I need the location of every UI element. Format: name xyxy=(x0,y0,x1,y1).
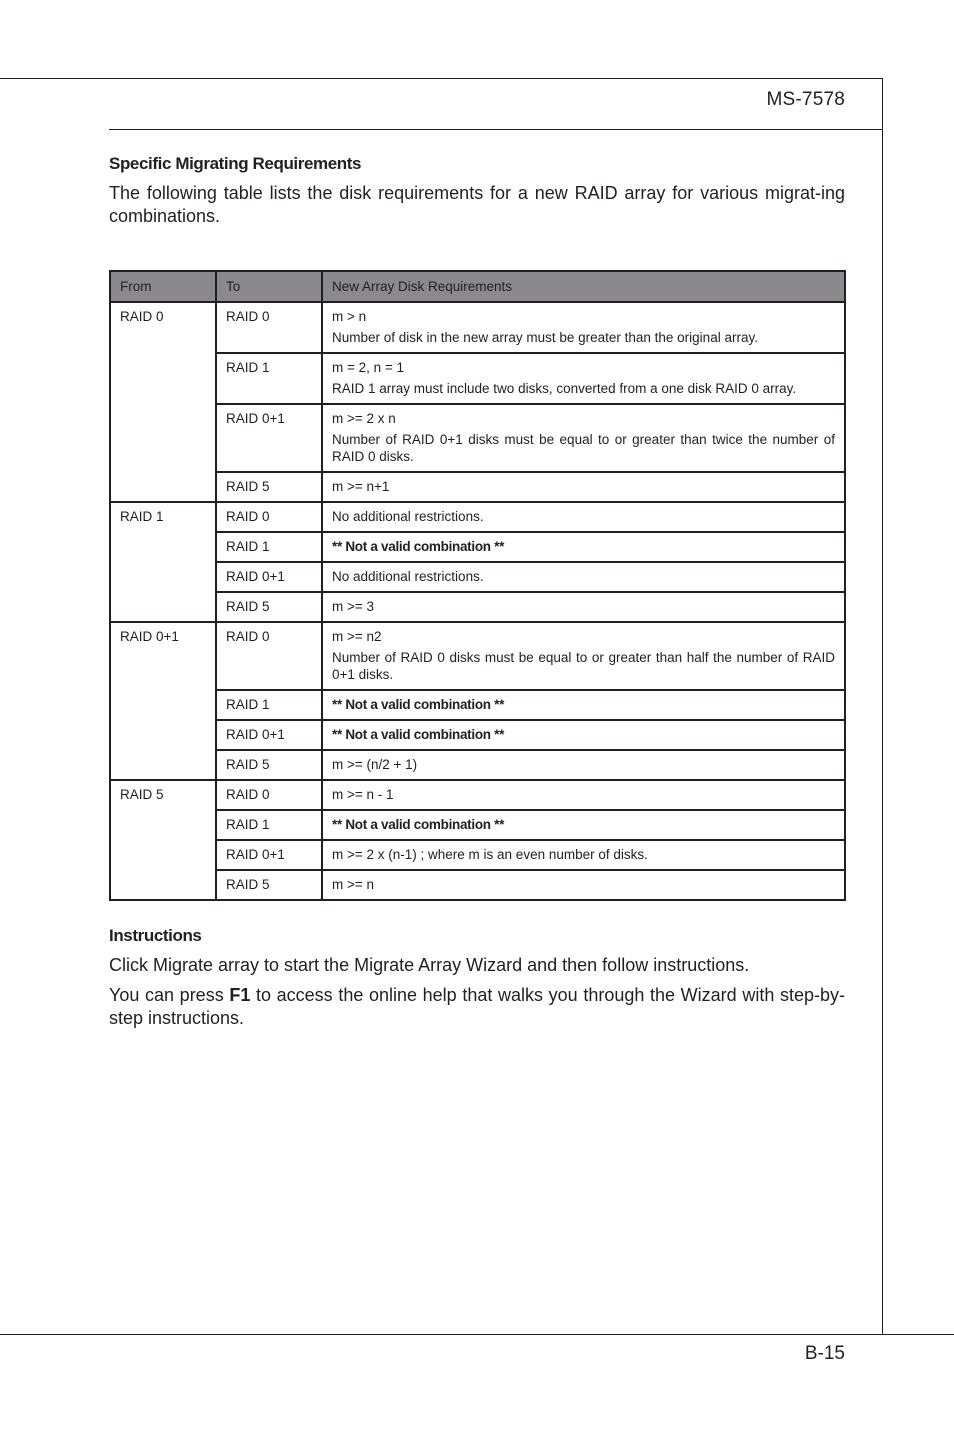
cell-requirement xyxy=(322,532,845,562)
table-row xyxy=(110,302,845,353)
instruction-paragraph-1: Click Migrate array to start the Migrate Array Wizard and then follow instructions. xyxy=(109,955,750,975)
requirement-rule: m >= 3 xyxy=(332,599,375,614)
section-instructions xyxy=(109,926,845,1030)
requirement-rule: m >= n xyxy=(332,877,375,892)
cell-to: RAID 0 xyxy=(216,502,322,532)
page-number: B-15 xyxy=(804,1343,845,1364)
requirement-note: Number of disk in the new array must be greater than the original array. xyxy=(332,330,758,345)
bottom-rule xyxy=(0,1334,954,1335)
header-requirements: New Array Disk Requirements xyxy=(322,271,845,302)
requirement-rule: ** Not a valid combination ** xyxy=(332,817,505,832)
intro-paragraph: The following table lists the disk requirements for a new RAID array for various migrat-ing combinations. xyxy=(109,183,845,226)
cell-requirement xyxy=(322,870,845,900)
table-row xyxy=(110,502,845,532)
requirement-rule: m = 2, n = 1 xyxy=(332,360,405,375)
table-row xyxy=(110,404,845,472)
cell-from: RAID 0+1 xyxy=(110,622,216,780)
header-to: To xyxy=(216,271,322,302)
requirements-table xyxy=(109,270,846,901)
requirement-rule: m >= 2 x (n-1) ; where m is an even number of disks. xyxy=(332,847,648,862)
cell-to: RAID 5 xyxy=(216,472,322,502)
right-rule xyxy=(882,78,883,1335)
requirement-rule: m >= n - 1 xyxy=(332,787,394,802)
cell-to: RAID 0 xyxy=(216,302,322,353)
header-rule xyxy=(109,129,883,130)
requirement-note: Number of RAID 0 disks must be equal to or greater than half the number of RAID 0+1 disks. xyxy=(332,650,835,682)
cell-to: RAID 0+1 xyxy=(216,404,322,472)
table-row xyxy=(110,472,845,502)
f1-key: F1 xyxy=(229,985,251,1005)
table-row xyxy=(110,780,845,810)
cell-requirement xyxy=(322,472,845,502)
cell-requirement xyxy=(322,720,845,750)
table-row xyxy=(110,840,845,870)
cell-requirement xyxy=(322,404,845,472)
model-number: MS-7578 xyxy=(766,89,845,110)
requirement-rule: No additional restrictions. xyxy=(332,509,484,524)
cell-to: RAID 0+1 xyxy=(216,840,322,870)
table-row xyxy=(110,810,845,840)
requirement-rule: m >= n2 xyxy=(332,629,382,644)
table-row xyxy=(110,870,845,900)
requirement-rule: m > n xyxy=(332,309,367,324)
cell-requirement xyxy=(322,780,845,810)
cell-from: RAID 5 xyxy=(110,780,216,900)
requirement-rule: ** Not a valid combination ** xyxy=(332,727,505,742)
requirement-rule: m >= 2 x n xyxy=(332,411,396,426)
table-row xyxy=(110,353,845,404)
instruction-text-after: to access the online help that walks you through the Wizard with step-by-step instructions. xyxy=(109,985,845,1028)
cell-to: RAID 0+1 xyxy=(216,720,322,750)
table-header-row xyxy=(110,271,845,302)
cell-to: RAID 1 xyxy=(216,353,322,404)
cell-to: RAID 5 xyxy=(216,750,322,780)
cell-requirement xyxy=(322,502,845,532)
cell-requirement xyxy=(322,622,845,690)
requirement-note: Number of RAID 0+1 disks must be equal to or greater than twice the number of RAID 0 disks. xyxy=(332,432,835,464)
section-title: Specific Migrating Requirements xyxy=(109,154,362,173)
cell-requirement xyxy=(322,810,845,840)
cell-from: RAID 1 xyxy=(110,502,216,622)
cell-requirement xyxy=(322,353,845,404)
requirement-rule: m >= n+1 xyxy=(332,479,390,494)
cell-requirement xyxy=(322,562,845,592)
cell-from: RAID 0 xyxy=(110,302,216,502)
cell-to: RAID 5 xyxy=(216,870,322,900)
cell-requirement xyxy=(322,302,845,353)
header-from: From xyxy=(110,271,216,302)
table-row xyxy=(110,690,845,720)
table-row xyxy=(110,720,845,750)
section-title: Instructions xyxy=(109,926,202,945)
top-rule xyxy=(0,78,883,79)
requirement-rule: No additional restrictions. xyxy=(332,569,484,584)
requirement-rule: ** Not a valid combination ** xyxy=(332,539,505,554)
table-row xyxy=(110,532,845,562)
cell-requirement xyxy=(322,690,845,720)
instruction-text-before: You can press xyxy=(109,985,230,1005)
table-row xyxy=(110,562,845,592)
requirement-rule: ** Not a valid combination ** xyxy=(332,697,505,712)
cell-requirement xyxy=(322,750,845,780)
cell-to: RAID 1 xyxy=(216,810,322,840)
requirement-note: RAID 1 array must include two disks, converted from a one disk RAID 0 array. xyxy=(332,381,797,396)
table-row xyxy=(110,622,845,690)
table-row xyxy=(110,592,845,622)
table-row xyxy=(110,750,845,780)
cell-requirement xyxy=(322,840,845,870)
cell-to: RAID 1 xyxy=(216,532,322,562)
section-migrating-requirements xyxy=(109,154,845,228)
cell-to: RAID 5 xyxy=(216,592,322,622)
instruction-paragraph-2 xyxy=(109,984,845,1030)
cell-to: RAID 0+1 xyxy=(216,562,322,592)
cell-to: RAID 1 xyxy=(216,690,322,720)
requirement-rule: m >= (n/2 + 1) xyxy=(332,757,418,772)
cell-to: RAID 0 xyxy=(216,622,322,690)
cell-requirement xyxy=(322,592,845,622)
cell-to: RAID 0 xyxy=(216,780,322,810)
